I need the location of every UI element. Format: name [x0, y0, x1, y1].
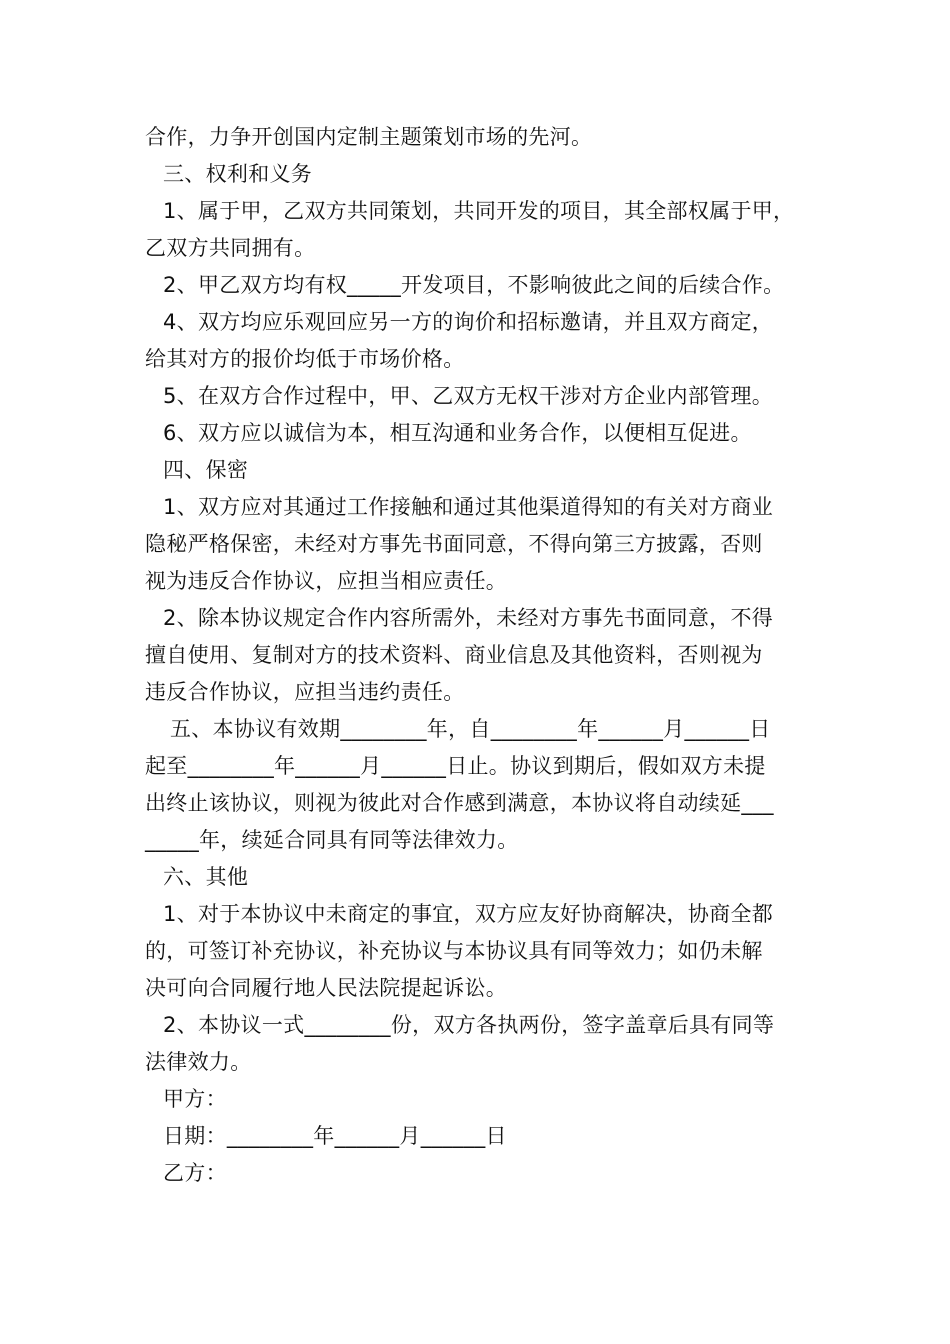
paragraph-line: 法律效力。 [145, 1050, 252, 1074]
section-heading: 四、保密 [163, 458, 249, 482]
paragraph-line: 合作，力争开创国内定制主题策划市场的先河。 [145, 125, 593, 149]
paragraph-line: 的，可签订补充协议，补充协议与本协议具有同等效力；如仍未解 [145, 939, 763, 963]
paragraph-line: 决可向合同履行地人民法院提起诉讼。 [145, 976, 508, 1000]
paragraph-line: 6、双方应以诚信为本，相互沟通和业务合作，以便相互促进。 [163, 421, 752, 445]
section-heading: 六、其他 [163, 865, 249, 889]
paragraph-line: 1、双方应对其通过工作接触和通过其他渠道得知的有关对方商业 [163, 495, 774, 519]
paragraph-line: 5、在双方合作过程中，甲、乙双方无权干涉对方企业内部管理。 [163, 384, 774, 408]
signature-date: 日期：________年______月______日 [163, 1124, 507, 1148]
paragraph-line: 2、甲乙双方均有权_____开发项目，不影响彼此之间的后续合作。 [163, 273, 785, 297]
paragraph-line: 起至________年______月______日止。协议到期后，假如双方未提 [145, 754, 766, 778]
section-heading: 五、本协议有效期________年，自________年______月______日 [170, 717, 771, 741]
paragraph-line: 2、本协议一式________份，双方各执两份，签字盖章后具有同等 [163, 1013, 775, 1037]
paragraph-line: 隐秘严格保密，未经对方事先书面同意，不得向第三方披露，否则 [145, 532, 763, 556]
paragraph-line: 违反合作协议，应担当违约责任。 [145, 680, 465, 704]
paragraph-line: 4、双方均应乐观回应另一方的询价和招标邀请，并且双方商定， [163, 310, 774, 334]
paragraph-line: 1、对于本协议中未商定的事宜，双方应友好协商解决，协商全都 [163, 902, 774, 926]
paragraph-line: 给其对方的报价均低于市场价格。 [145, 347, 465, 371]
paragraph-line: 视为违反合作协议，应担当相应责任。 [145, 569, 508, 593]
paragraph-line: 1、属于甲，乙双方共同策划，共同开发的项目，其全部权属于甲， [163, 199, 795, 223]
section-heading: 三、权利和义务 [163, 162, 313, 186]
paragraph-line: 2、除本协议规定合作内容所需外，未经对方事先书面同意，不得 [163, 606, 774, 630]
paragraph-line: 乙双方共同拥有。 [145, 236, 316, 260]
signature-party-b: 乙方： [163, 1161, 227, 1185]
paragraph-line: _____年，续延合同具有同等法律效力。 [145, 828, 519, 852]
paragraph-line: 出终止该协议，则视为彼此对合作感到满意，本协议将自动续延___ [145, 791, 774, 815]
signature-party-a: 甲方： [163, 1087, 227, 1111]
paragraph-line: 擅自使用、复制对方的技术资料、商业信息及其他资料，否则视为 [145, 643, 763, 667]
